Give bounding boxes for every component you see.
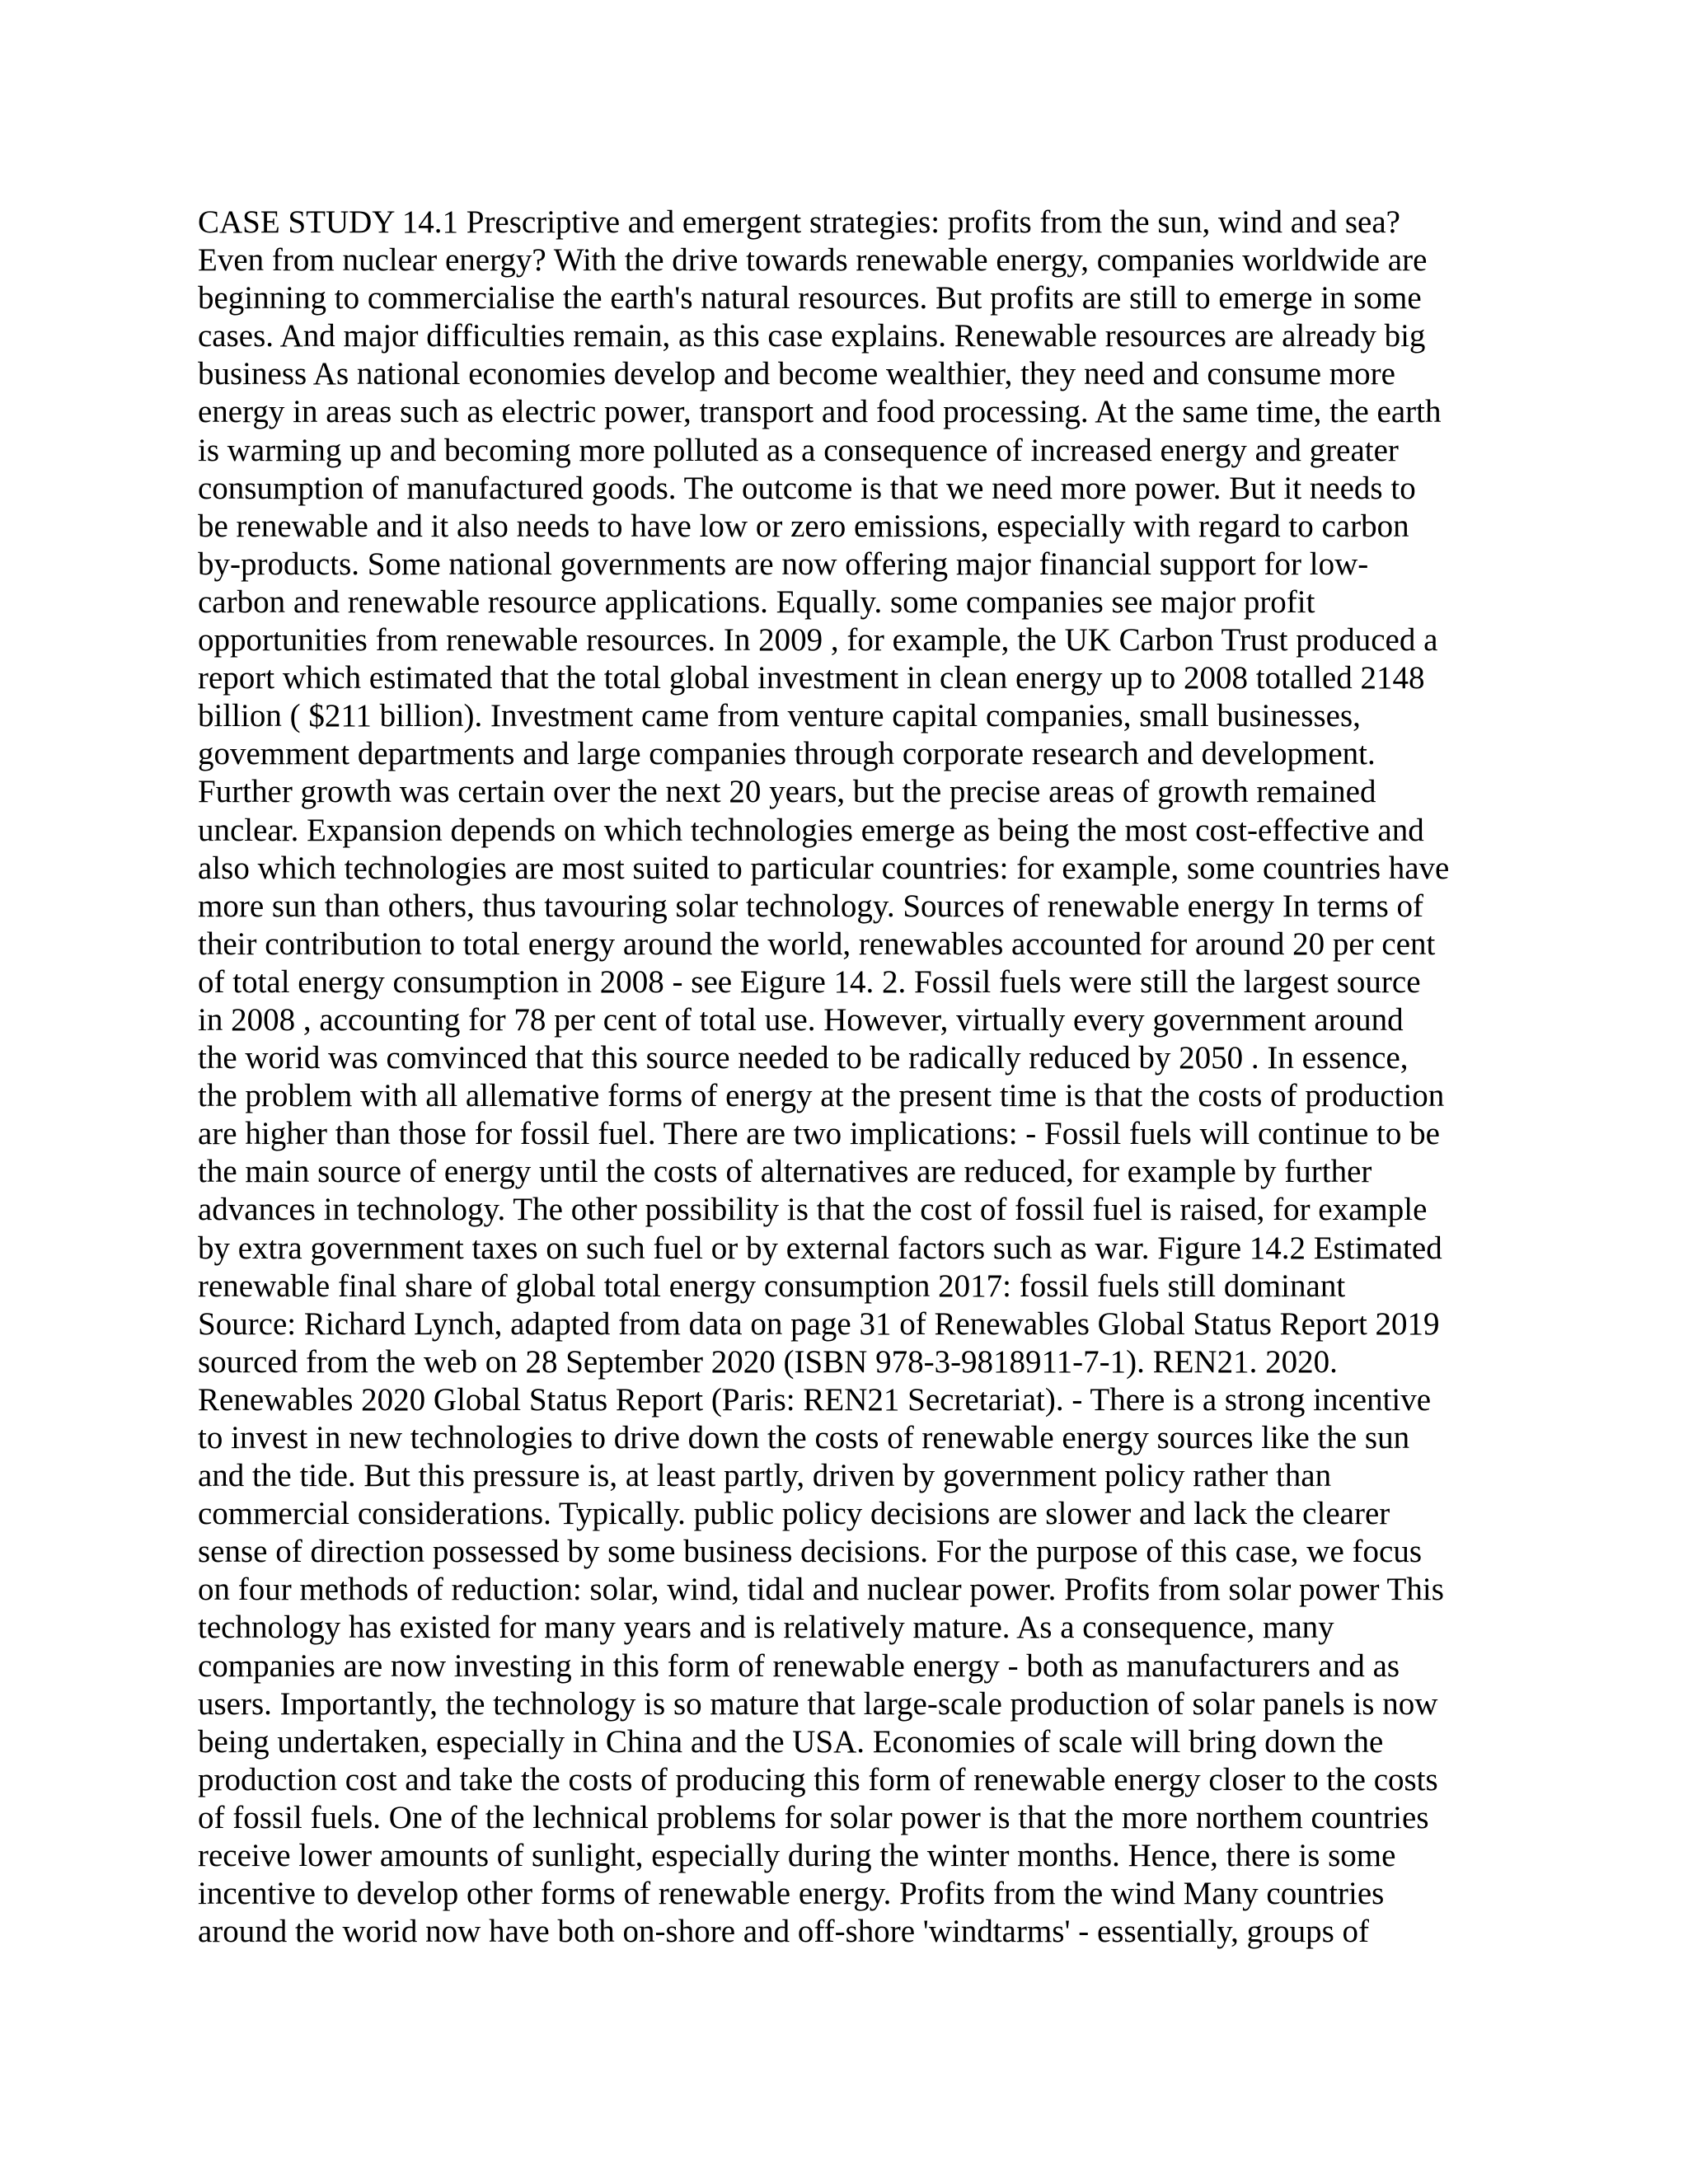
text-line: advances in technology. The other possibility is that the cost of fossil fuel is raised, for example [198,1192,1428,1228]
text-line: sourced from the web on 28 September 2020 (ISBN 978-3-9818911-7-1). REN21. 2020. [198,1343,1338,1380]
text-line: around the worid now have both on-shore and off-shore 'windtarms' - essentially, groups of [198,1914,1369,1950]
text-line: business As national economies develop and become wealthier, they need and consume more [198,356,1395,392]
text-line: CASE STUDY 14.1 Prescriptive and emergent strategies: profits from the sun, wind and sea? [198,204,1400,240]
text-line: by extra government taxes on such fuel or by external factors such as war. Figure 14.2 Estimated [198,1230,1442,1266]
text-line: users. Importantly, the technology is so mature that large-scale production of solar panels is now [198,1685,1438,1722]
text-line: incentive to develop other forms of renewable energy. Profits from the wind Many countries [198,1876,1385,1912]
text-line: commercial considerations. Typically. public policy decisions are slower and lack the clearer [198,1496,1390,1532]
text-line: govemment departments and large companies through corporate research and development. [198,736,1376,772]
text-line: technology has existed for many years and is relatively mature. As a consequence, many [198,1610,1334,1646]
text-line: the problem with all allemative forms of energy at the present time is that the costs of production [198,1078,1445,1114]
text-line: Source: Richard Lynch, adapted from data on page 31 of Renewables Global Status Report 2019 [198,1305,1440,1342]
text-line: the main source of energy until the costs of alternatives are reduced, for example by further [198,1154,1372,1190]
text-line: energy in areas such as electric power, transport and food processing. At the same time, the earth [198,394,1442,430]
text-line: is warming up and becoming more polluted as a consequence of increased energy and greater [198,432,1399,468]
text-line: being undertaken, especially in China and the USA. Economies of scale will bring down the [198,1723,1384,1760]
text-line: be renewable and it also needs to have low or zero emissions, especially with regard to carbon [198,508,1409,544]
text-line: companies are now investing in this form of renewable energy - both as manufacturers and as [198,1647,1400,1684]
text-line: beginning to commercialise the earth's natural resources. But profits are still to emerge in some [198,280,1422,316]
text-line: of fossil fuels. One of the lechnical problems for solar power is that the more northem countries [198,1799,1429,1835]
text-line: sense of direction possessed by some business decisions. For the purpose of this case, we focus [198,1534,1422,1570]
text-line: Further growth was certain over the next 20 years, but the precise areas of growth remained [198,774,1376,810]
text-line: also which technologies are most suited to particular countries: for example, some countries have [198,850,1450,886]
text-line: their contribution to total energy around the world, renewables accounted for around 20 per cent [198,926,1436,962]
text-line: cases. And major difficulties remain, as this case explains. Renewable resources are already big [198,318,1426,354]
text-line: of total energy consumption in 2008 - see Eigure 14. 2. Fossil fuels were still the largest source [198,963,1421,1000]
text-line: opportunities from renewable resources. In 2009 , for example, the UK Carbon Trust produced a [198,622,1438,658]
text-line: report which estimated that the total global investment in clean energy up to 2008 totalled 2148 [198,660,1425,696]
text-line: the worid was comvinced that this source needed to be radically reduced by 2050 . In essence, [198,1040,1409,1076]
text-line: carbon and renewable resource applications. Equally. some companies see major profit [198,583,1315,620]
text-line: receive lower amounts of sunlight, especially during the winter months. Hence, there is some [198,1838,1396,1874]
text-line: unclear. Expansion depends on which technologies emerge as being the most cost-effective and [198,812,1424,848]
text-line: Even from nuclear energy? With the drive towards renewable energy, companies worldwide are [198,242,1428,279]
text-line: more sun than others, thus tavouring solar technology. Sources of renewable energy In terms of [198,888,1424,924]
text-line: to invest in new technologies to drive down the costs of renewable energy sources like the sun [198,1420,1410,1455]
text-line: and the tide. But this pressure is, at least partly, driven by government policy rather than [198,1458,1332,1494]
text-line: Renewables 2020 Global Status Report (Paris: REN21 Secretariat). - There is a strong incentive [198,1381,1432,1418]
text-line: on four methods of reduction: solar, wind, tidal and nuclear power. Profits from solar power This [198,1572,1444,1608]
text-line: in 2008 , accounting for 78 per cent of total use. However, virtually every government around [198,1001,1404,1038]
text-line: are higher than those for fossil fuel. There are two implications: - Fossil fuels will continue to be [198,1116,1440,1152]
text-line: renewable final share of global total energy consumption 2017: fossil fuels still dominant [198,1268,1346,1304]
text-line: consumption of manufactured goods. The outcome is that we need more power. But it needs to [198,470,1416,506]
case-study-body-text [198,204,1500,1951]
text-line: production cost and take the costs of producing this form of renewable energy closer to the costs [198,1761,1438,1797]
text-line: billion ( $211 billion). Investment came from venture capital companies, small businesses, [198,698,1361,734]
text-line: by-products. Some national governments are now offering major financial support for low- [198,546,1369,582]
